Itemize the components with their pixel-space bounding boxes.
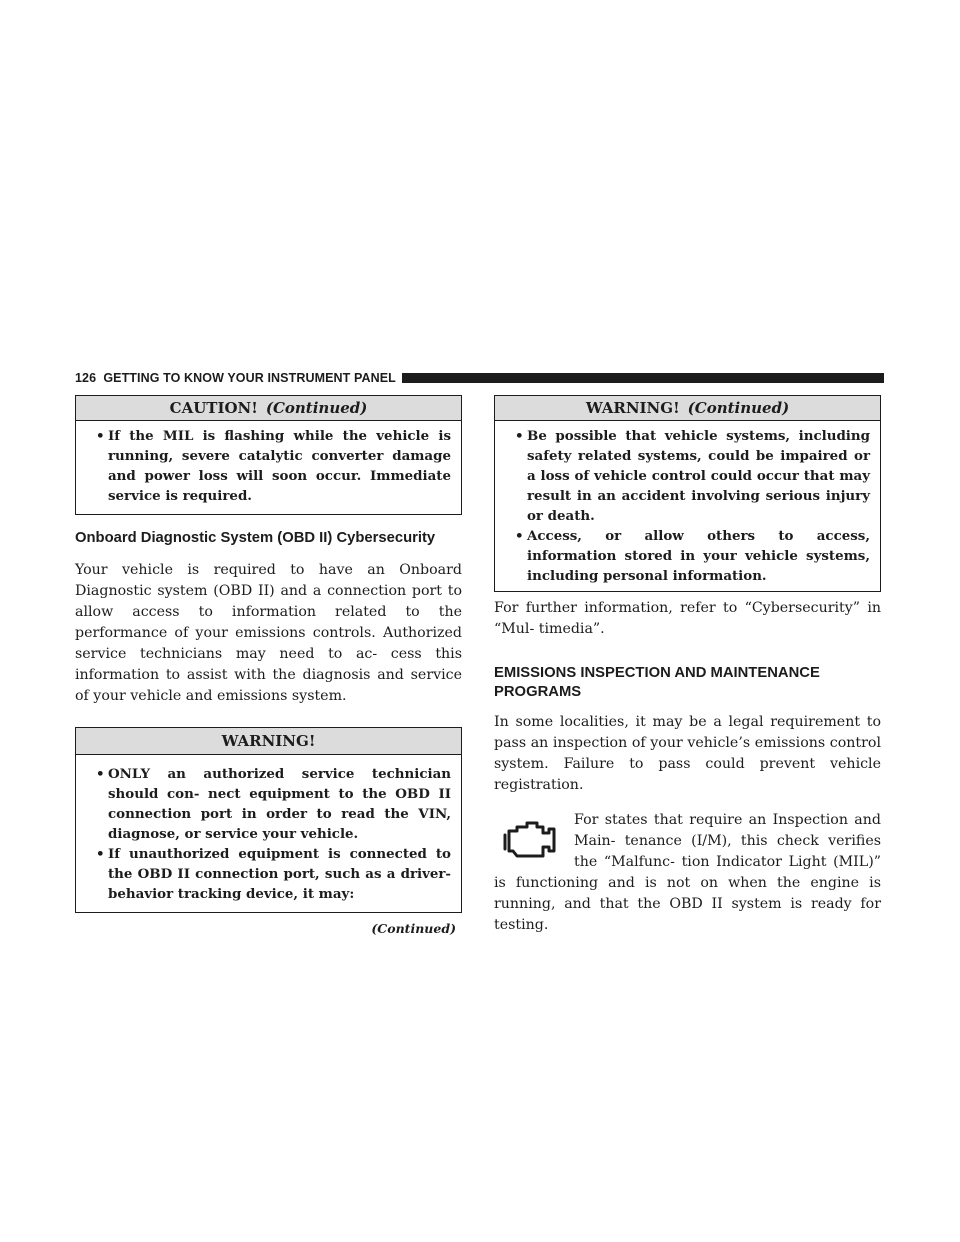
caution-continued: (Continued) bbox=[265, 399, 368, 417]
warning-item: • ONLY an authorized service technician should con- nect equipment to the OBD II connection port in order to read the VIN, diagnose, or service your vehicle. bbox=[86, 764, 451, 844]
warning-continued-list bbox=[505, 426, 870, 586]
warning-box bbox=[75, 727, 462, 913]
warning-list bbox=[86, 764, 451, 904]
obd-section-title: Onboard Diagnostic System (OBD II) Cybersecurity bbox=[75, 530, 436, 546]
continued-footer: (Continued) bbox=[371, 921, 456, 936]
caution-box-header bbox=[76, 396, 461, 421]
further-info-paragraph: For further information, refer to “Cybersecurity” in “Mul- timedia”. bbox=[494, 600, 881, 637]
header-rule bbox=[402, 373, 884, 383]
caution-list bbox=[86, 426, 451, 506]
warning-item: • If unauthorized equipment is connected to the OBD II connection port, such as a driver-behavior tracking device, it may: bbox=[86, 844, 451, 904]
left-column bbox=[75, 395, 462, 936]
warning-box-header bbox=[76, 728, 461, 755]
im-block bbox=[494, 810, 881, 936]
warning-item: • Access, or allow others to access, information stored in your vehicle systems, including personal information. bbox=[505, 526, 870, 586]
warning-continued-box bbox=[494, 395, 881, 592]
obd-paragraph: Your vehicle is required to have an Onboard Diagnostic system (OBD II) and a connection port to allow access to information related to the performance of your emissions controls. Authorized service technicians may need to ac- cess this information to assist with the diagnosis and service of your vehicle and emissions system. bbox=[75, 562, 462, 704]
right-column bbox=[494, 395, 881, 936]
warning-continued: (Continued) bbox=[687, 399, 790, 417]
page-number: 126 bbox=[75, 371, 97, 385]
emissions-section-title: EMISSIONS INSPECTION AND MAINTENANCE PROGRAMS bbox=[494, 665, 820, 700]
caution-box bbox=[75, 395, 462, 515]
warning-title: WARNING! bbox=[585, 399, 680, 417]
section-title: GETTING TO KNOW YOUR INSTRUMENT PANEL bbox=[103, 371, 396, 385]
header-text bbox=[75, 371, 402, 385]
caution-item: • If the MIL is flashing while the vehicle is running, severe catalytic converter damage and power loss will soon occur. Immediate service is required. bbox=[86, 426, 451, 506]
im-paragraph: For states that require an Inspection and Main- tenance (I/M), this check verifies the “Malfunc- tion Indicator Light (MIL)” is functioning and is not on when the engine is running, and that the OBD II system is ready for testing. bbox=[494, 812, 881, 933]
warning-continued-header bbox=[495, 396, 880, 421]
warning-title: WARNING! bbox=[221, 732, 316, 750]
check-engine-icon bbox=[500, 818, 560, 868]
emissions-paragraph: In some localities, it may be a legal requirement to pass an inspection of your vehicle’s emissions control system. Failure to pass could prevent vehicle registration. bbox=[494, 714, 881, 793]
caution-title: CAUTION! bbox=[169, 399, 258, 417]
warning-item: • Be possible that vehicle systems, including safety related systems, could be impaired or a loss of vehicle control could occur that may result in an accident involving serious injury or death. bbox=[505, 426, 870, 526]
page-header bbox=[75, 370, 884, 386]
